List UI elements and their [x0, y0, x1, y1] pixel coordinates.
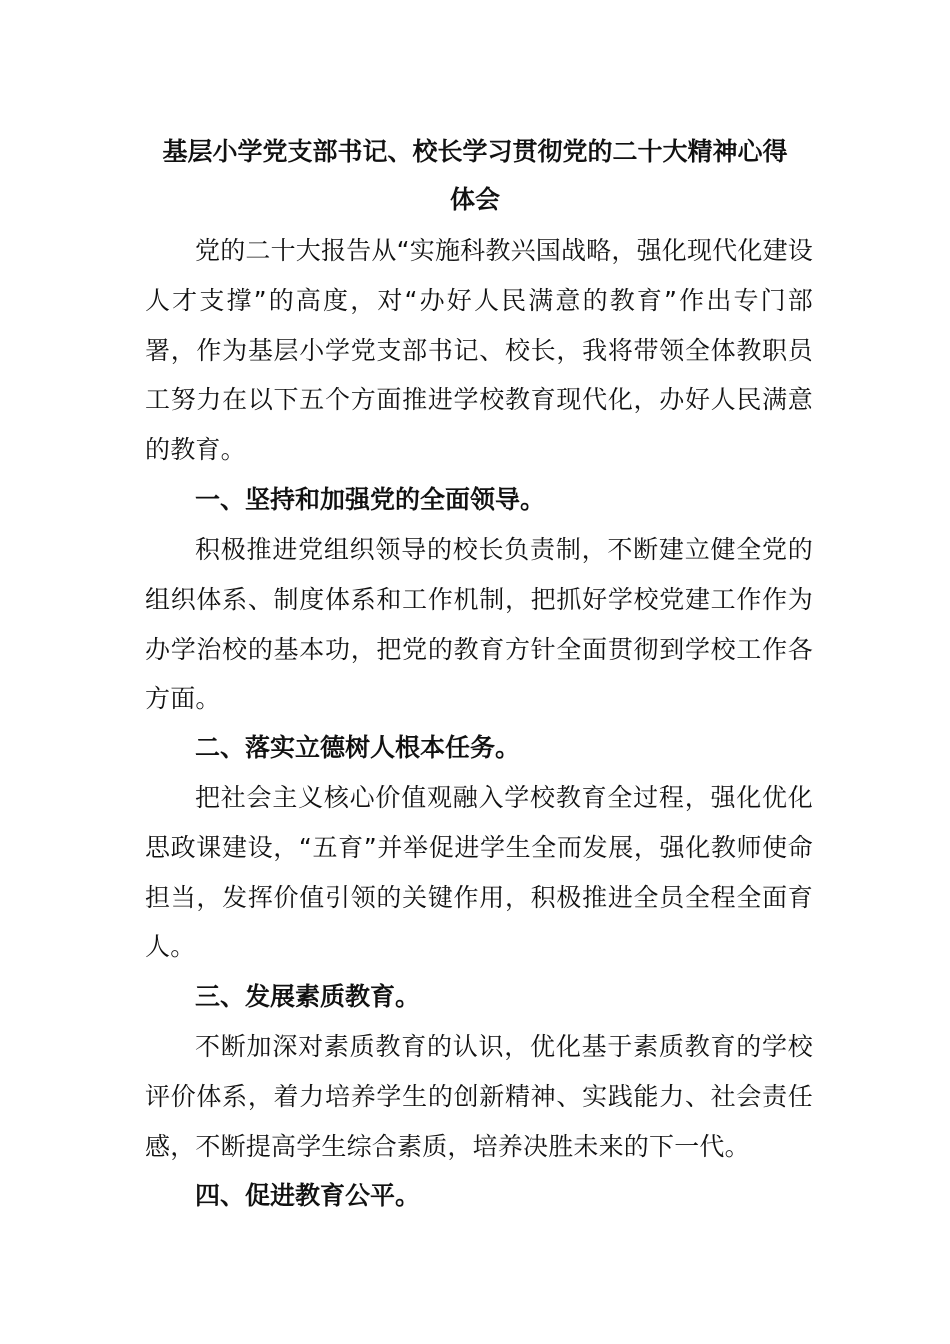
section-heading-1: 一、坚持和加强党的全面领导。 [195, 485, 546, 514]
document-title-line-2: 体会 [449, 185, 500, 214]
section-body-2: 把社会主义核心价值观融入学校教育全过程，强化优化思政课建设，“五育”并举促进学生全而发展，强化教师使命担当，发挥价值引领的关键作用，积极推进全员全程全面育人。 [145, 783, 813, 962]
section-heading-2: 二、落实立德树人根本任务。 [195, 733, 521, 762]
section-body-3: 不断加深对素质教育的认识，优化基于素质教育的学校评价体系，着力培养学生的创新精神、实践能力、社会责任感，不断提高学生综合素质，培养决胜未来的下一代。 [145, 1032, 813, 1161]
section-heading-4: 四、促进教育公平。 [195, 1181, 421, 1210]
section-body-1: 积极推进党组织领导的校长负责制，不断建立健全党的组织体系、制度体系和工作机制，把抓好学校党建工作作为办学治校的基本功，把党的教育方针全面贯彻到学校工作各方面。 [145, 535, 813, 714]
intro-paragraph: 党的二十大报告从“实施科教兴国战略，强化现代化建设人才支撑”的高度，对“办好人民满意的教育”作出专门部署，作为基层小学党支部书记、校长，我将带领全体教职员工努力在以下五个方面推进学校教育现代化，办好人民满意的教育。 [145, 236, 813, 465]
section-heading-3: 三、发展素质教育。 [195, 982, 421, 1011]
document-title-line-1: 基层小学党支部书记、校长学习贯彻党的二十大精神心得 [162, 137, 788, 166]
